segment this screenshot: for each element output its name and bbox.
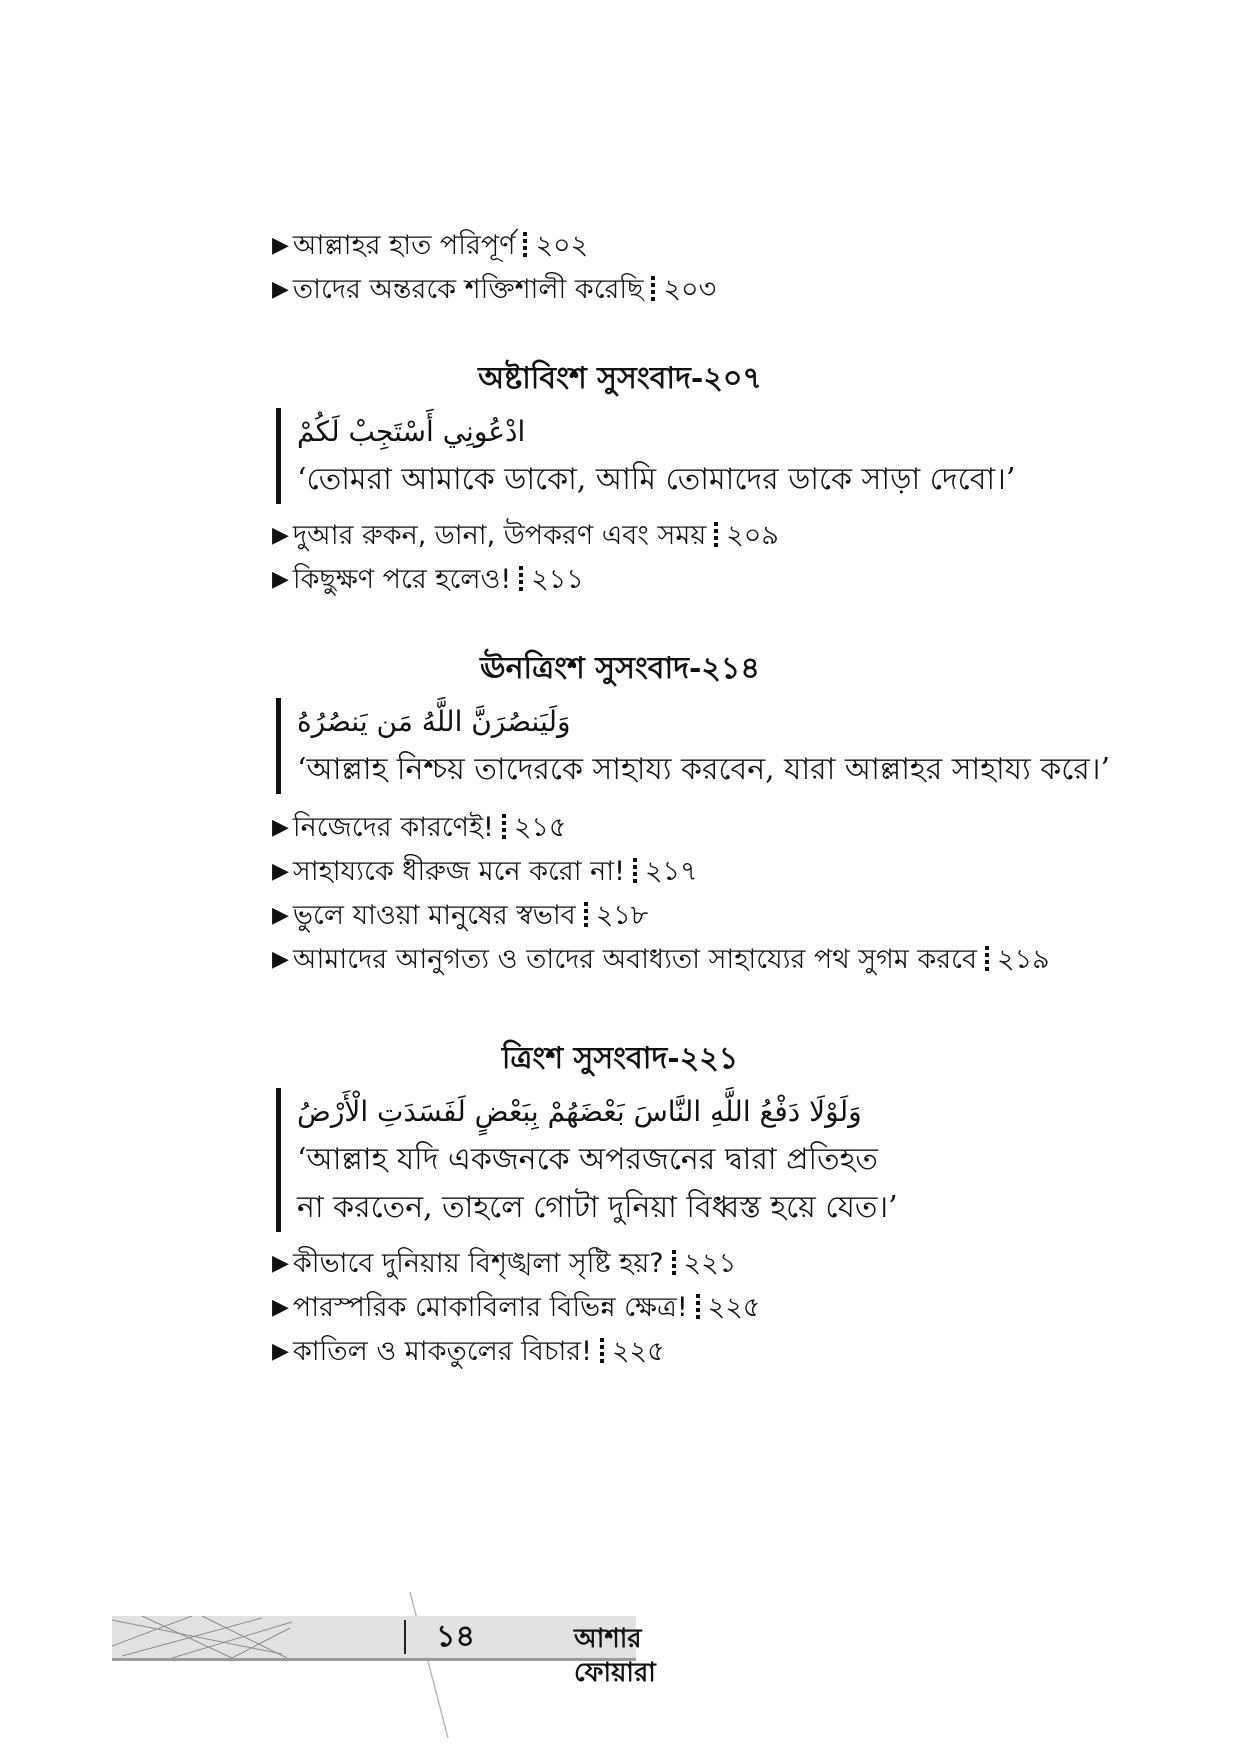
triangle-right-icon: ▶ xyxy=(272,903,289,928)
triangle-right-icon: ▶ xyxy=(272,567,289,592)
dotted-bar-icon xyxy=(600,1338,604,1364)
decorative-slash xyxy=(404,1590,454,1740)
section-heading: ত্রিংশ সুসংবাদ-২২১ xyxy=(501,1041,739,1076)
triangle-right-icon: ▶ xyxy=(272,859,289,884)
toc-item xyxy=(272,1244,736,1284)
triangle-right-icon: ▶ xyxy=(272,1339,289,1364)
verse-translation-line: না করতেন, তাহলে গোটা দুনিয়া বিধ্বস্ত হয়ে যেত।’ xyxy=(297,1190,898,1225)
toc-item-label: কীভাবে দুনিয়ায় বিশৃঙ্খলা সৃষ্টি হয়? xyxy=(292,1248,664,1279)
footer-divider xyxy=(404,1620,406,1654)
triangle-right-icon: ▶ xyxy=(272,947,289,972)
toc-item xyxy=(272,226,588,266)
verse-translation: ‘তোমরা আমাকে ডাকো, আমি তোমাদের ডাকে সাড়া দেবো।’ xyxy=(297,462,1016,497)
toc-item xyxy=(272,808,566,848)
toc-item-page: ২১৯ xyxy=(997,944,1050,975)
triangle-right-icon: ▶ xyxy=(272,815,289,840)
triangle-right-icon: ▶ xyxy=(272,1251,289,1276)
dotted-bar-icon xyxy=(651,276,655,302)
section-heading: অষ্টাবিংশ সুসংবাদ-২০৭ xyxy=(478,361,762,396)
toc-item-page: ২১১ xyxy=(531,564,584,595)
verse-translation: ‘আল্লাহ নিশ্চয় তাদেরকে সাহায্য করবেন, যারা আল্লাহর সাহায্য করে।’ xyxy=(297,752,1111,787)
toc-item-label: সাহায্যকে ধীরুজ মনে করো না! xyxy=(292,856,625,887)
toc-item-label: আল্লাহর হাত পরিপূর্ণ xyxy=(292,230,516,261)
dotted-bar-icon xyxy=(696,1294,700,1320)
toc-item-label: দুআর রুকন, ডানা, উপকরণ এবং সময় xyxy=(292,520,707,551)
arabic-verse: ادْعُونِي أَسْتَجِبْ لَكُمْ xyxy=(297,415,526,448)
triangle-right-icon: ▶ xyxy=(272,233,289,258)
toc-item-label: আমাদের আনুগত্য ও তাদের অবাধ্যতা সাহায্যের পথ সুগম করবে xyxy=(292,944,978,975)
dotted-bar-icon xyxy=(523,232,527,258)
page-footer xyxy=(112,1616,656,1688)
toc-item-page: ২০২ xyxy=(535,230,589,261)
dotted-bar-icon xyxy=(519,566,523,592)
toc-item xyxy=(272,1332,665,1372)
toc-item-page: ২২৫ xyxy=(707,1292,761,1323)
toc-item-page: ২২১ xyxy=(683,1248,737,1279)
toc-item-page: ২১৭ xyxy=(644,856,698,887)
toc-item xyxy=(272,852,698,892)
toc-item-page: ২০৯ xyxy=(726,520,779,551)
toc-item-page: ২১৮ xyxy=(595,900,649,931)
toc-item-label: কাতিল ও মাকতুলের বিচার! xyxy=(292,1336,592,1367)
verse-translation-line: ‘আল্লাহ যদি একজনকে অপরজনের দ্বারা প্রতিহত xyxy=(297,1142,878,1177)
triangle-right-icon: ▶ xyxy=(272,523,289,548)
arabic-verse: وَلَيَنصُرَنَّ اللَّهُ مَن يَنصُرُهُ xyxy=(297,705,571,738)
section-heading: ঊনত্রিংশ সুসংবাদ-২১৪ xyxy=(480,651,760,686)
toc-item xyxy=(272,270,716,310)
toc-item-label: ভুলে যাওয়া মানুষের স্বভাব xyxy=(292,900,576,931)
toc-item-page: ২১৫ xyxy=(513,812,567,843)
toc-item-label: নিজেদের কারণেই! xyxy=(292,812,494,843)
arabic-verse: وَلَوْلَا دَفْعُ اللَّهِ النَّاسَ بَعْضَهُمْ بِبَعْضٍ لَفَسَدَتِ الْأَرْضُ xyxy=(297,1095,862,1128)
page-number: ১৪ xyxy=(436,1619,475,1654)
toc-item xyxy=(272,560,584,600)
dotted-bar-icon xyxy=(633,858,637,884)
toc-item-label: কিছুক্ষণ পরে হলেও! xyxy=(292,564,512,595)
toc-item-label: তাদের অন্তরকে শক্তিশালী করেছি xyxy=(292,274,644,305)
toc-item xyxy=(272,896,648,936)
dotted-bar-icon xyxy=(502,814,506,840)
triangle-right-icon: ▶ xyxy=(272,1295,289,1320)
dotted-bar-icon xyxy=(714,522,718,548)
dotted-bar-icon xyxy=(672,1250,676,1276)
dotted-bar-icon xyxy=(985,946,989,972)
toc-item xyxy=(272,940,1050,980)
toc-item-label: পারস্পরিক মোকাবিলার বিভিন্ন ক্ষেত্র! xyxy=(292,1292,688,1323)
dotted-bar-icon xyxy=(584,902,588,928)
toc-item-page: ২২৫ xyxy=(611,1336,665,1367)
book-title: আশার ফোয়ারা xyxy=(574,1624,656,1688)
toc-item xyxy=(272,1288,760,1328)
decorative-lines-band xyxy=(112,1616,292,1658)
toc-item-page: ২০৩ xyxy=(663,274,717,305)
quote-block xyxy=(276,698,1110,794)
quote-block xyxy=(276,408,1015,504)
triangle-right-icon: ▶ xyxy=(272,277,289,302)
toc-item xyxy=(272,516,779,556)
quote-block xyxy=(276,1088,898,1232)
